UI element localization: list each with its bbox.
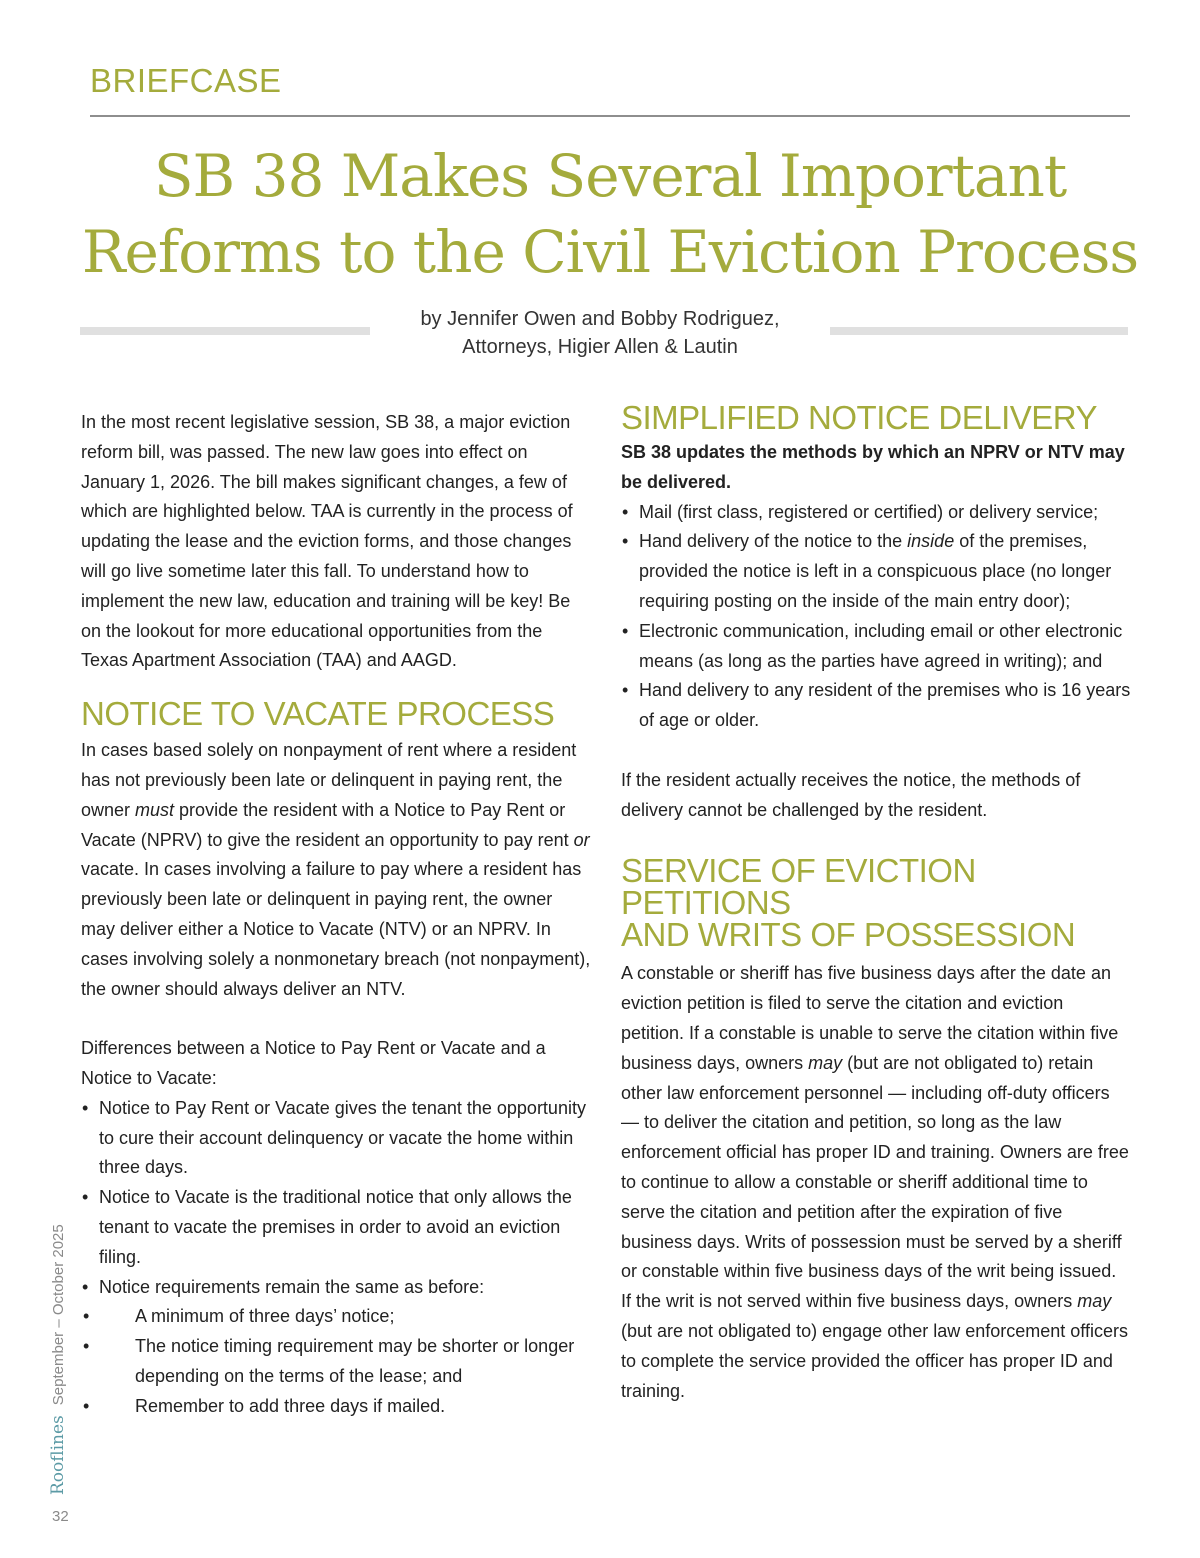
side-footer	[48, 1224, 68, 1495]
list-item: • Notice requirements remain the same as before:	[81, 1273, 591, 1303]
byline-bar-right	[830, 327, 1128, 335]
byline	[370, 305, 830, 361]
delivery-closing: If the resident actually receives the notice, the methods of delivery cannot be challenged by the resident.	[621, 769, 1081, 820]
list-item: • Notice to Pay Rent or Vacate gives the tenant the opportunity to cure their account delinquency or vacate the home within three days.	[81, 1094, 591, 1183]
requirements-list	[81, 1302, 591, 1421]
differences-intro: Differences between a Notice to Pay Rent or Vacate and a Notice to Vacate:	[81, 1038, 546, 1088]
left-column	[81, 408, 591, 1422]
service-heading: SERVICE OF EVICTION PETITIONS AND WRITS OF POSSESSION	[621, 852, 1076, 954]
right-column	[621, 399, 1131, 1406]
intro-paragraph: In the most recent legislative session, SB 38, a major eviction reform bill, was passed. The new law goes into effect on January 1, 2026. The bill makes significant changes, a few of which are highlighted below. TAA is currently in the process of updating the lease and the eviction forms, and those changes will go live sometime later this fall. To understand how to implement the new law, education and training will be key! Be on the lookout for more educational opportunities from the Texas Apartment Association (TAA) and AAGD.	[81, 412, 573, 671]
differences-list	[81, 1094, 591, 1303]
brand-logo: Rooflines	[48, 1415, 68, 1495]
list-item: • Hand delivery to any resident of the premises who is 16 years of age or older.	[621, 676, 1131, 736]
byline-bar-left	[80, 327, 370, 335]
list-item: • Remember to add three days if mailed.	[81, 1392, 591, 1422]
delivery-lead: SB 38 updates the methods by which an NPRV or NTV may be delivered.	[621, 442, 1125, 492]
list-item: • Hand delivery of the notice to the inside of the premises, provided the notice is left in a conspicuous place (no longer requiring posting on the inside of the main entry door);	[621, 527, 1131, 616]
byline-authors: by Jennifer Owen and Bobby Rodriguez,	[420, 308, 780, 330]
byline-affiliation: Attorneys, Higier Allen & Lautin	[462, 336, 738, 358]
top-rule	[90, 115, 1130, 117]
list-item: • A minimum of three days’ notice;	[81, 1302, 591, 1332]
headline: SB 38 Makes Several Important Reforms to the Civil Eviction Process	[81, 142, 1139, 286]
issue-date: September – October 2025	[50, 1224, 67, 1406]
list-item: • The notice timing requirement may be shorter or longer depending on the terms of the lease; and	[81, 1332, 591, 1392]
list-item: • Mail (first class, registered or certified) or delivery service;	[621, 498, 1131, 528]
delivery-methods-list	[621, 498, 1131, 736]
notice-paragraph: In cases based solely on nonpayment of rent where a resident has not previously been late or delinquent in paying rent, the owner must provide the resident with a Notice to Pay Rent or Vacate (NPRV) to give the resident an opportunity to pay rent or vacate. In cases involving a failure to pay where a resident has previously been late or delinquent in paying rent, the owner may deliver either a Notice to Vacate (NTV) or an NPRV. In cases involving solely a nonmonetary breach (not nonpayment), the owner should always deliver an NTV.	[81, 740, 591, 999]
service-paragraph: A constable or sheriff has five business days after the date an eviction petition is filed to serve the citation and eviction petition. If a constable is unable to serve the citation within five business days, owners may (but are not obligated to) retain other law enforcement personnel — including off-duty officers — to deliver the citation and petition, so long as the law enforcement official has proper ID and training. Owners are free to continue to allow a constable or sheriff additional time to serve the citation and petition after the expiration of five business days. Writs of possession must be served by a sheriff or constable within five business days of the writ being issued. If the writ is not served within five business days, owners may (but are not obligated to) engage other law enforcement officers to complete the service provided the officer has proper ID and training.	[621, 963, 1129, 1401]
section-label: BRIEFCASE	[90, 62, 282, 99]
list-item: • Notice to Vacate is the traditional notice that only allows the tenant to vacate the premises in order to avoid an eviction filing.	[81, 1183, 591, 1272]
notice-heading: NOTICE TO VACATE PROCESS	[81, 695, 555, 733]
page-number: 32	[52, 1508, 69, 1525]
list-item: • Electronic communication, including email or other electronic means (as long as the parties have agreed in writing); and	[621, 617, 1131, 677]
delivery-heading: SIMPLIFIED NOTICE DELIVERY	[621, 399, 1098, 436]
